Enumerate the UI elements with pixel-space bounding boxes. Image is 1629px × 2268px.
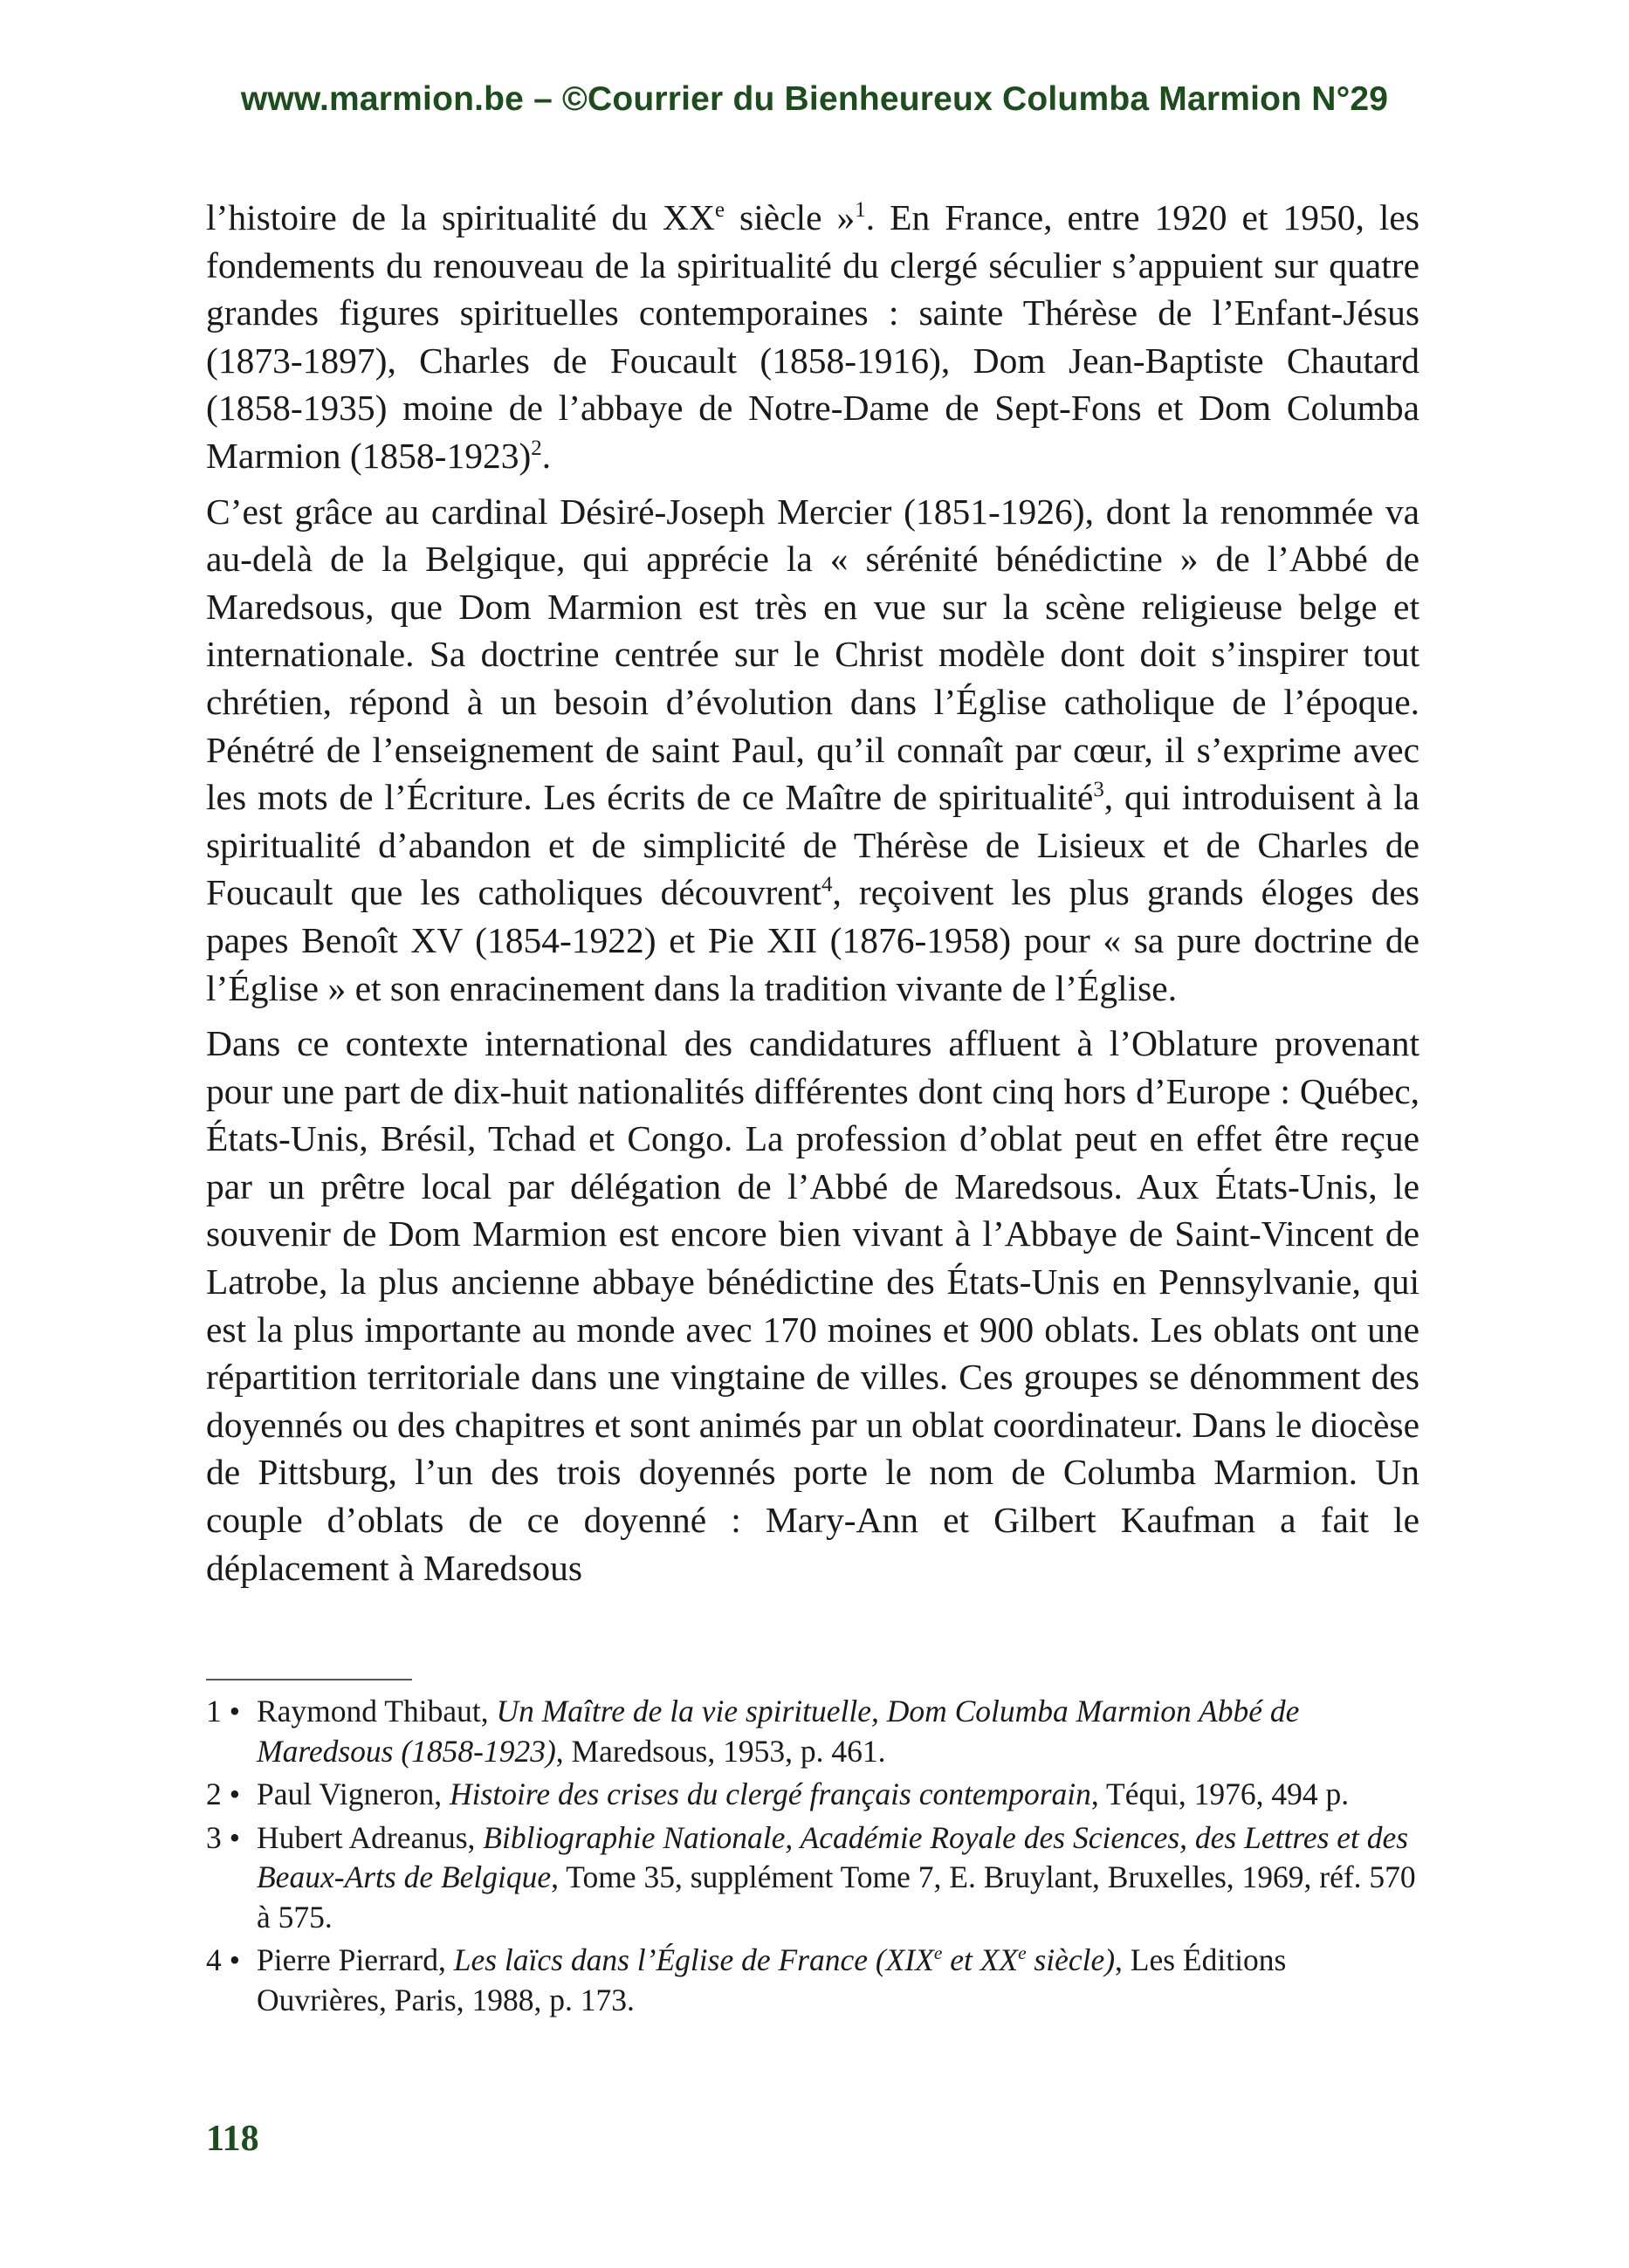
footnotes (206, 1692, 1419, 2024)
footnote-ref-3[interactable]: 3 (1093, 778, 1104, 802)
footnote-author: Raymond Thibaut, (257, 1694, 497, 1728)
footnote-title: Histoire des crises du clergé français contemporain (450, 1777, 1091, 1811)
paragraph-1-part-d: . (541, 435, 552, 476)
superscript-e: e (1018, 1942, 1027, 1964)
paragraph-3: Dans ce contexte international des candidatures affluent à l’Oblature provenant pour une part de dix-huit nationalités différentes dont cinq hors d’Europe : Québec, États-Unis, Brésil, Tchad et Congo. La profession d’oblat peut en effet être reçue par un prêtre local par délégation de l’Abbé de Maredsous. Aux États-Unis, le souvenir de Dom Marmion est encore bien vivant à l’Abbaye de Saint-Vincent de Latrobe, la plus ancienne abbaye bénédictine des États-Unis en Pennsylvanie, qui est la plus importante au monde avec 170 moines et 900 oblats. Les oblats ont une répartition territoriale dans une vingtaine de villes. Ces groupes se dénomment des doyennés ou des chapitres et sont animés par un oblat coordinateur. Dans le diocèse de Pittsburg, l’un des trois doyennés porte le nom de Columba Marmion. Un couple d’oblats de ce doyenné : Mary-Ann et Gilbert Kaufman a fait le déplacement à Maredsous (206, 1023, 1419, 1588)
footnote-title (454, 1942, 1115, 1977)
main-text (206, 194, 1419, 1599)
footnote-author: Paul Vigneron, (257, 1777, 450, 1811)
footnote-2 (206, 1775, 1419, 1815)
footnote-title: Un Maître de la vie spirituelle, Dom Columba Marmion Abbé de Maredsous (1858-1923) (257, 1694, 1300, 1769)
footnote-details: , Tome 35, supplément Tome 7, E. Bruylant, Bruxelles, 1969, réf. 570 à 575. (257, 1859, 1416, 1935)
footnote-number: 1 • (206, 1694, 241, 1728)
footnote-number: 3 • (206, 1819, 241, 1855)
footnote-ref-1[interactable]: 1 (855, 198, 866, 223)
footnote-title-part-a: Les laïcs dans l’Église de France (XIX (453, 1942, 934, 1977)
paragraph-2-part-c: , reçoivent les plus grands éloges des papes Benoît XV (1854-1922) et Pie XII (1876-1958) pour « sa pure doctrine de l’Église » et son enracinement dans la tradition vivante de l’Église. (206, 872, 1420, 1008)
paragraph-2 (206, 488, 1419, 1013)
footnote-details: , Les Éditions Ouvrières, Paris, 1988, p. 173. (257, 1942, 1287, 2017)
footnote-title: Bibliographie Nationale, Académie Royale des Sciences, des Lettres et des Beaux-Arts de Belgique (257, 1819, 1409, 1894)
footnote-3 (206, 1818, 1419, 1938)
paragraph-2-part-a: C’est grâce au cardinal Désiré-Joseph Mercier (1851-1926), dont la renommée va au-delà de la Belgique, qui apprécie la « sérénité bénédictine » de l’Abbé de Maredsous, que Dom Marmion est très en vue sur la scène religieuse belge et internationale. Sa doctrine centrée sur le Christ modèle dont doit s’inspirer tout chrétien, répond à un besoin d’évolution dans l’Église catholique de l’époque. Pénétré de l’enseignement de saint Paul, qu’il connaît par cœur, il s’exprime avec les mots de l’Écriture. Les écrits de ce Maître de spiritualité (206, 491, 1419, 818)
running-header-text: www.marmion.be – ©Courrier du Bienheureux Columba Marmion N°29 (240, 80, 1389, 118)
footnote-number: 4 • (206, 1942, 241, 1977)
footnote-author: Hubert Adreanus, (257, 1819, 484, 1855)
page-number: 118 (206, 2119, 259, 2159)
footnote-author: Pierre Pierrard, (257, 1942, 454, 1977)
footnote-details: , Maredsous, 1953, p. 461. (555, 1733, 886, 1769)
footnote-title-part-c: siècle) (1026, 1942, 1116, 1977)
footnote-details: , Téqui, 1976, 494 p. (1090, 1777, 1350, 1811)
superscript-e: e (714, 198, 725, 223)
paragraph-1-part-b: siècle » (725, 197, 856, 237)
footnote-ref-2[interactable]: 2 (531, 436, 542, 461)
footnote-number: 2 • (206, 1777, 241, 1811)
paragraph-1-part-c: . En France, entre 1920 et 1950, les fondements du renouveau de la spiritualité du clergé séculier s’appuient sur quatre grandes figures spirituelles contemporaines : sainte Thérèse de l’Enfant-Jésus (1873-1897), Charles de Foucault (1858-1916), Dom Jean-Baptiste Chautard (1858-1935) moine de l’abbaye de Notre-Dame de Sept-Fons et Dom Columba Marmion (1858-1923) (206, 197, 1419, 476)
running-header (0, 80, 1629, 119)
footnote-ref-4[interactable]: 4 (821, 873, 833, 897)
footnote-divider (206, 1679, 412, 1680)
footnote-title-part-b: et XX (942, 1942, 1019, 1977)
footnote-4 (206, 1941, 1419, 2020)
footnote-1 (206, 1692, 1419, 1771)
superscript-e: e (933, 1942, 943, 1964)
paragraph-2-part-b: , qui introduisent à la spiritualité d’abandon et de simplicité de Thérèse de Lisieux et de Charles de Foucault que les catholiques découvrent (206, 777, 1419, 913)
paragraph-1 (206, 194, 1419, 480)
paragraph-1-part-a: l’histoire de la spiritualité du XX (206, 197, 715, 237)
